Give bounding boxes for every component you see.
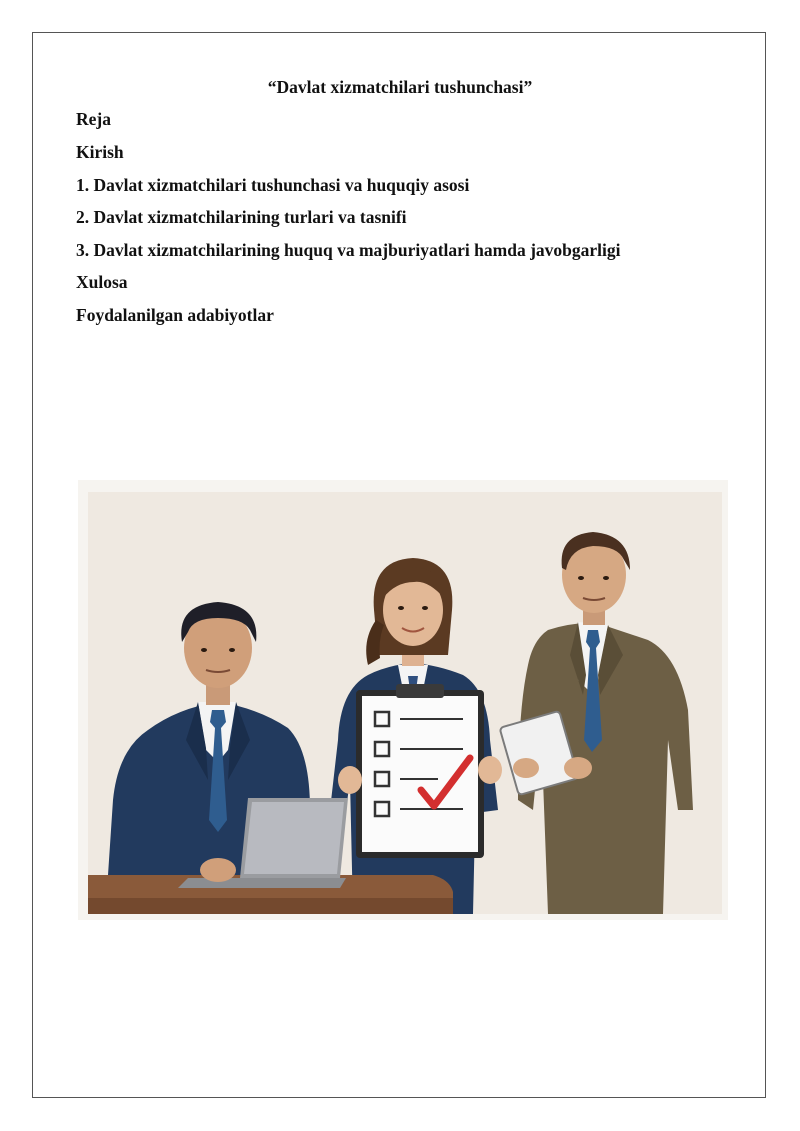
- document-title: “Davlat xizmatchilari tushunchasi”: [267, 77, 533, 97]
- plan-item-references: Foydalanilgan adabiyotlar: [76, 305, 274, 325]
- plan-item-2: 2. Davlat xizmatchilarining turlari va tasnifi: [76, 207, 407, 227]
- plan-item-1: 1. Davlat xizmatchilari tushunchasi va huquqiy asosi: [76, 175, 470, 195]
- civil-servants-illustration: [78, 480, 728, 920]
- plan-heading: Reja: [76, 109, 111, 129]
- plan-item-3: 3. Davlat xizmatchilarining huquq va majburiyatlari hamda javobgarligi: [76, 240, 621, 260]
- plan-item-conclusion: Xulosa: [76, 272, 128, 292]
- plan-item-intro: Kirish: [76, 142, 124, 162]
